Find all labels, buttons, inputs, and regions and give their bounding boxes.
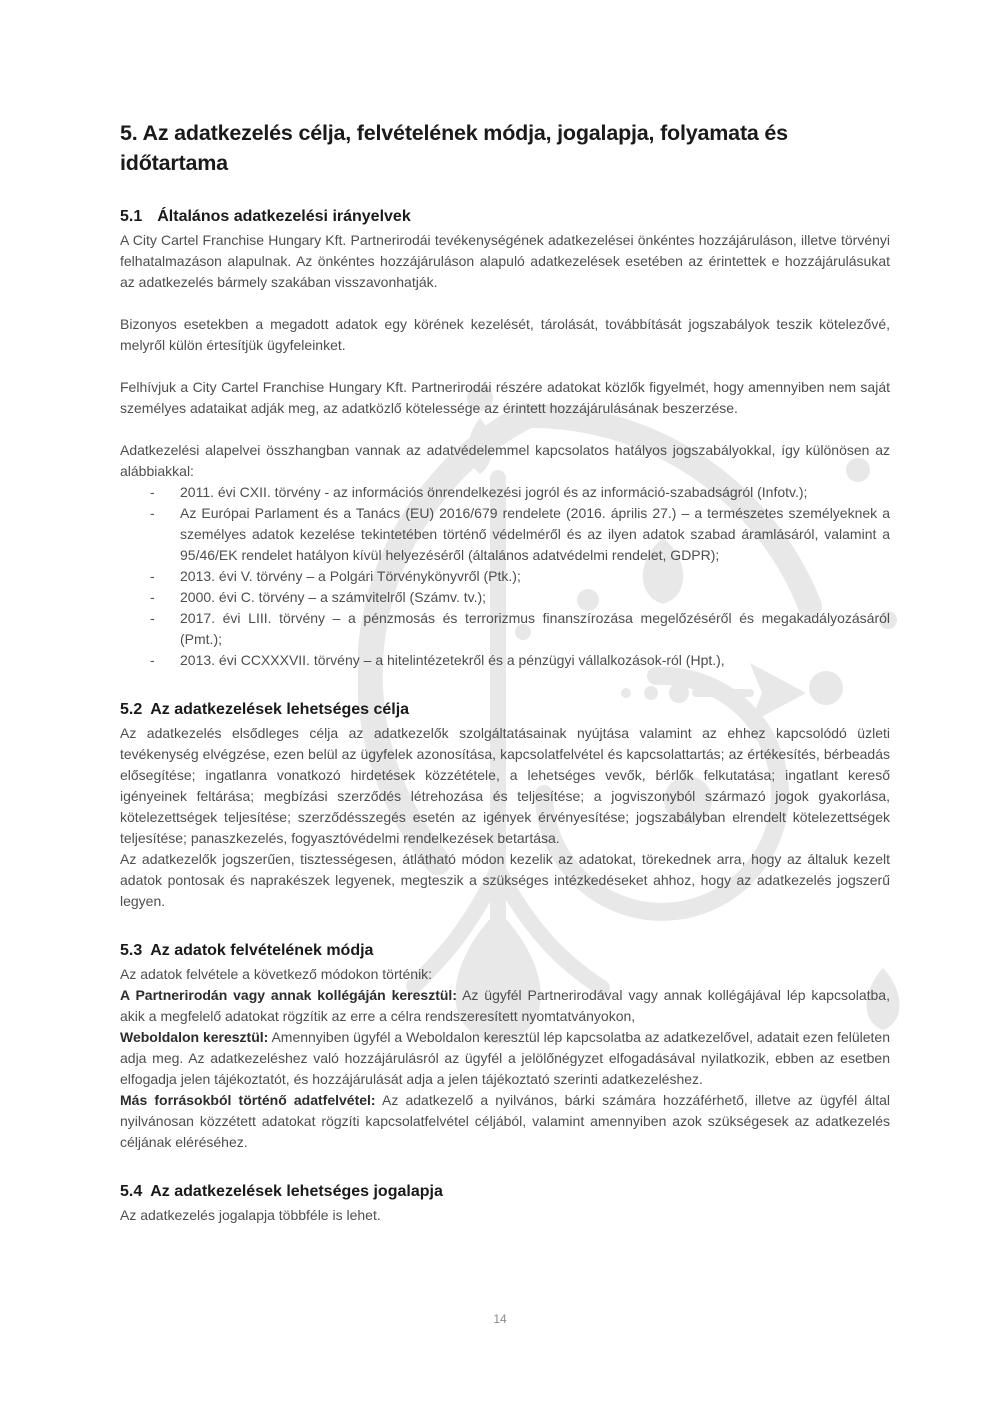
section-number: 5.4 <box>120 1183 143 1200</box>
paragraph: Az adatok felvétele a következő módokon történik: <box>120 966 433 982</box>
list-item-text: 2013. évi V. törvény – a Polgári Törvénykönyvről (Ptk.); <box>180 568 521 584</box>
list-item-text: 2017. évi LIII. törvény – a pénzmosás és terrorizmus finanszírozása megelőzéséről és megakadályozásáról (Pmt.); <box>180 610 890 647</box>
bullet-dash: - <box>150 652 155 668</box>
section-heading-text: Az adatkezelések lehetséges célja <box>150 701 410 718</box>
item-lead-bold: Weboldalon keresztül: <box>120 1029 269 1045</box>
list-item <box>150 503 890 566</box>
list-item-text: 2013. évi CCXXXVII. törvény – a hitelintézetekről és a pénzügyi vállalkozások-ról (Hpt.), <box>180 652 725 668</box>
list-item-text: Az Európai Parlament és a Tanács (EU) 2016/679 rendelete (2016. április 27.) – a természetes személyeknek a személyes adatok kezelése tekintetében történő védelméről és az ilyen adatok szabad áramlásáról, valamint a 95/46/EK rendelet hatályon kívül helyezéséről (általános adatvédelmi rendelet, GDPR); <box>180 505 890 563</box>
paragraph: Az adatkezelők jogszerűen, tisztességesen, átlátható módon kezelik az adatokat, törekednek arra, hogy az általuk kezelt adatok pontosak és naprakészek legyenek, megteszik a szükséges intézkedéseket ahhoz, hogy az adatkezelés jogszerű legyen. <box>120 851 890 909</box>
list-item <box>150 482 890 503</box>
page-title: 5. Az adatkezelés célja, felvételének módja, jogalapja, folyamata és időtartama <box>120 121 788 175</box>
section-heading-5-3 <box>120 940 890 961</box>
paragraph <box>120 985 890 1027</box>
item-rest: Amennyiben ügyfél a Weboldalon keresztül lép kapcsolatba az adatkezelővel, adatait ezen felületen adja meg. Az adatkezeléshez való hozzájárulásról az ügyfél a jelölőnégyzet elfogadásával nyilatkozik, ebben az esetben elfogadja jelen tájékoztatót, és hozzájárulását adja a jelen tájékoztató szerinti adatkezeléshez. <box>120 1029 890 1087</box>
paragraph: Bizonyos esetekben a megadott adatok egy körének kezelését, tárolását, továbbítását jogszabályok teszik kötelezővé, melyről külön értesítjük ügyfeleinket. <box>120 316 890 353</box>
list-item <box>150 608 890 650</box>
section-heading-text: Általános adatkezelési irányelvek <box>157 208 411 225</box>
bullet-dash: - <box>150 568 155 584</box>
law-list <box>120 482 890 671</box>
section-number: 5.3 <box>120 942 143 959</box>
section-heading-5-4 <box>120 1181 890 1202</box>
paragraph: Adatkezelési alapelvei összhangban vannak az adatvédelemmel kapcsolatos hatályos jogszabályokkal, így különösen az alábbiakkal: <box>120 442 890 479</box>
list-item <box>150 650 890 671</box>
paragraph <box>120 1090 890 1153</box>
section-heading-text: Az adatkezelések lehetséges jogalapja <box>150 1183 443 1200</box>
item-lead-bold: A Partnerirodán vagy annak kollégáján keresztül: <box>120 987 457 1003</box>
paragraph: A City Cartel Franchise Hungary Kft. Partnerirodái tevékenységének adatkezelései önkéntes hozzájáruláson, illetve törvényi felhatalmazáson alapulnak. Az önkéntes hozzájáruláson alapuló adatkezelések esetében az érintettek e hozzájárulásukat az adatkezelés bármely szakában visszavonhatják. <box>120 232 890 290</box>
section-heading-5-1 <box>120 206 890 227</box>
bullet-dash: - <box>150 610 155 626</box>
section-number: 5.2 <box>120 701 143 718</box>
item-lead-bold: Más forrásokból történő adatfelvétel: <box>120 1092 376 1108</box>
item-rest: Az adatkezelő a nyilvános, bárki számára hozzáférhető, illetve az ügyfél által nyilvánosan közzétett adatokat rögzíti kapcsolatfelvétel céljából, valamint amennyiben azok szükségesek az adatkezelés céljának eléréséhez. <box>120 1092 891 1150</box>
page-number: 14 <box>493 1312 507 1326</box>
paragraph: Felhívjuk a City Cartel Franchise Hungary Kft. Partnerirodái részére adatokat közlők figyelmét, hogy amennyiben nem saját személyes adataikat adják meg, az adatközlő kötelessége az érintett hozzájárulásának beszerzése. <box>120 379 890 416</box>
list-item-text: 2011. évi CXII. törvény - az információs önrendelkezési jogról és az információ-szabadságról (Infotv.); <box>180 484 808 500</box>
bullet-dash: - <box>150 589 155 605</box>
bullet-dash: - <box>150 505 155 521</box>
section-heading-5-2 <box>120 699 890 720</box>
paragraph: Az adatkezelés jogalapja többféle is lehet. <box>120 1207 381 1223</box>
item-rest: Az ügyfél Partnerirodával vagy annak kollégájával lép kapcsolatba, akik a megfelelő adatokat rögzítik az erre a célra rendszeresített nyomtatványokon, <box>120 987 890 1024</box>
bullet-dash: - <box>150 484 155 500</box>
section-number: 5.1 <box>120 208 143 225</box>
paragraph <box>120 1027 890 1090</box>
paragraph: Az adatkezelés elsődleges célja az adatkezelők szolgáltatásainak nyújtása valamint az ehhez kapcsolódó üzleti tevékenység elvégzése, ezen belül az ügyfelek azonosítása, kapcsolatfelvétel és kapcsolattartás; az értékesítés, bérbeadás elősegítése; ingatlanra vonatkozó hirdetések közzététele, a lehetséges vevők, bérlők felkutatása; ingatlant kereső igényeinek feltárása; megbízási szerződés létrehozása és teljesítése; a jogviszonyból származó jogok gyakorlása, kötelezettségek teljesítése; szerződésszegés esetén az igények érvényesítése; jogszabályban elrendelt kötelezettségek teljesítése; panaszkezelés, fogyasztóvédelmi rendelkezések betartása. <box>120 725 890 846</box>
list-item <box>150 587 890 608</box>
list-item <box>150 566 890 587</box>
list-item-text: 2000. évi C. törvény – a számvitelről (Számv. tv.); <box>180 589 487 605</box>
section-heading-text: Az adatok felvételének módja <box>150 942 374 959</box>
